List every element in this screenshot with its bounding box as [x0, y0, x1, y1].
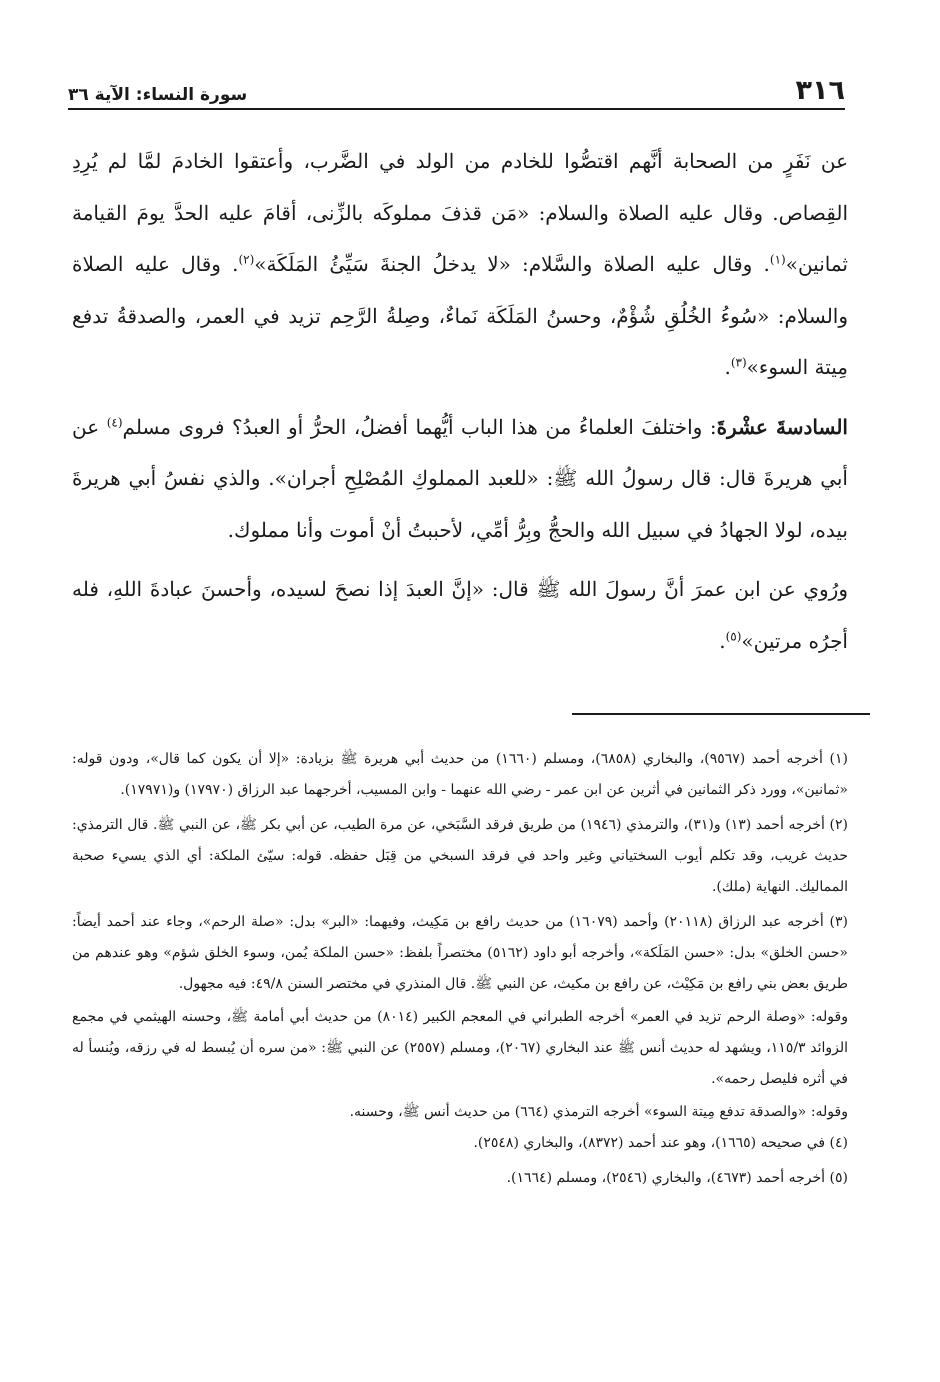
- section-heading: السادسةَ عشْرةَ: [716, 414, 848, 439]
- footnote-3-continuation-2: وقوله: «والصدقة تدفع مِيتة السوء» أخرجه الترمذي (٦٦٤) من حديث أنس ﷺ، وحسنه.: [349, 1104, 848, 1120]
- footnote-divider: [572, 713, 870, 715]
- footnote-3-continuation: وقوله: «وصلة الرحم تزيد في العمر» أخرجه الطبراني في المعجم الكبير (٨٠١٤) من حديث أبي أمامة ﷺ، وحسنه الهيثمي في مجمع الزوائد ١١٥/٣، ويشهد له حديث أنس ﷺ عند البخاري (٢٠٦٧)، ومسلم (٢٥٥٧) عن النبي ﷺ: «من سره أن يُبسط له في رزقه، ويُنسأ له في أثره فليصل رحمه».: [72, 1009, 849, 1087]
- paragraph-1: عن نَفَرٍ من الصحابة أنَّهم اقتصُّوا للخادم من الولد في الضَّرب، وأعتقوا الخادمَ لمَّا لم يُرِدِ القِصاص. وقال عليه الصلاة والسلام: «مَن قذفَ مملوكَه بالزِّنى، أقامَ عليه الحدَّ يومَ القيامة ثمانين»$^{(١)}$. وقال عليه الصلاة والسَّلام: «لا يدخلُ الجنةَ سَيِّئُ المَلَكَة»$^{(٢)}$. وقال عليه الصلاة والسلام: «سُوءُ الخُلُقِ شُؤْمٌ، وحسنُ المَلَكَة نَماءٌ، وصِلةُ الرَّحِم تزيد في العمر، والصدقةُ تدفع مِيتة السوء»$^{(٣)}$.: [72, 149, 848, 379]
- footnotes: [72, 744, 848, 1194]
- paragraph-2: السادسةَ عشْرةَ: واختلفَ العلماءُ من هذا الباب أيُّهما أفضلُ، الحرُّ أو العبدُ؟ فروى مسلم$^{(٤)}$ عن أبي هريرةَ قال: قال رسولُ الله ﷺ: «للعبد المملوكِ المُصْلِحِ أجران». والذي نفسُ أبي هريرةَ بيده، لولا الجهادُ في سبيل الله والحجُّ وبِرُّ أمِّي، لأحببتُ أنْ أموت وأنا مملوك.: [72, 414, 848, 542]
- footnote-ref-2[interactable]: (٢): [238, 252, 255, 267]
- footnote-5: (٥) أخرجه أحمد (٤٦٧٣)، والبخاري (٢٥٤٦)، ومسلم (١٦٦٤).: [506, 1170, 848, 1186]
- footnote-ref-1[interactable]: (١): [769, 252, 786, 267]
- footnote-ref-5[interactable]: (٥): [725, 628, 742, 643]
- footnote-1: (١) أخرجه أحمد (٩٥٦٧)، والبخاري (٦٨٥٨)، ومسلم (١٦٦٠) من حديث أبي هريرة ﷺ بزيادة: «إلا أن يكون كما قال»، ودون قوله: «ثمانين»، وورد ذكر الثمانين في أثرين عن ابن عمر - رضي الله عنهما - وابن المسيب، أخرجهما عبد الرزاق (١٧٩٧٠) و(١٧٩٧١).: [72, 751, 848, 798]
- main-text: [72, 136, 848, 667]
- page-header: [68, 64, 845, 110]
- footnote-4: (٤) في صحيحه (١٦٦٥)، وهو عند أحمد (٨٣٧٢)، والبخاري (٢٥٤٨).: [473, 1135, 848, 1151]
- footnote-2: (٢) أخرجه أحمد (١٣) و(٣١)، والترمذي (١٩٤٦) من طريق فرقد السَّبَخي، عن مرة الطيب، عن أبي بكر ﷺ، عن النبي ﷺ. قال الترمذي: حديث غريب، وقد تكلم أيوب السختياني وغير واحد في فرقد السبخي من قِبَل حفظه. قوله: سيّئ الملكة: أي الذي يسيء صحبة المماليك. النهاية (ملك).: [72, 817, 848, 895]
- footnote-ref-3[interactable]: (٣): [730, 355, 747, 370]
- page-number: ٣١٦: [795, 75, 845, 106]
- footnote-ref-4[interactable]: (٤): [106, 414, 123, 429]
- running-title: سورة النساء: الآية ٣٦: [68, 85, 248, 105]
- footnote-3: (٣) أخرجه عبد الرزاق (٢٠١١٨) وأحمد (١٦٠٧٩) من حديث رافع بن مَكِيث، وفيهما: «البر» بدل: «صلة الرحم»، وجاء عند أحمد أيضاً: «حسن الخلق» بدل: «حسن المَلَكة»، وأخرجه أبو داود (٥١٦٢) مختصراً بلفظ: «حسن الملكة يُمن، وسوء الخلق شؤم» وهو عندهم من طريق بعض بني رافع بن مَكِيْث، عن رافع بن مكيث، عن النبي ﷺ. قال المنذري في مختصر السنن ٤٩/٨: فيه مجهول.: [72, 914, 848, 992]
- paragraph-3: ورُوي عن ابن عمرَ أنَّ رسولَ الله ﷺ قال: «إنَّ العبدَ إذا نصحَ لسيده، وأحسنَ عبادةَ اللهِ، فله أجرُه مرتين»$^{(٥)}$.: [72, 577, 848, 653]
